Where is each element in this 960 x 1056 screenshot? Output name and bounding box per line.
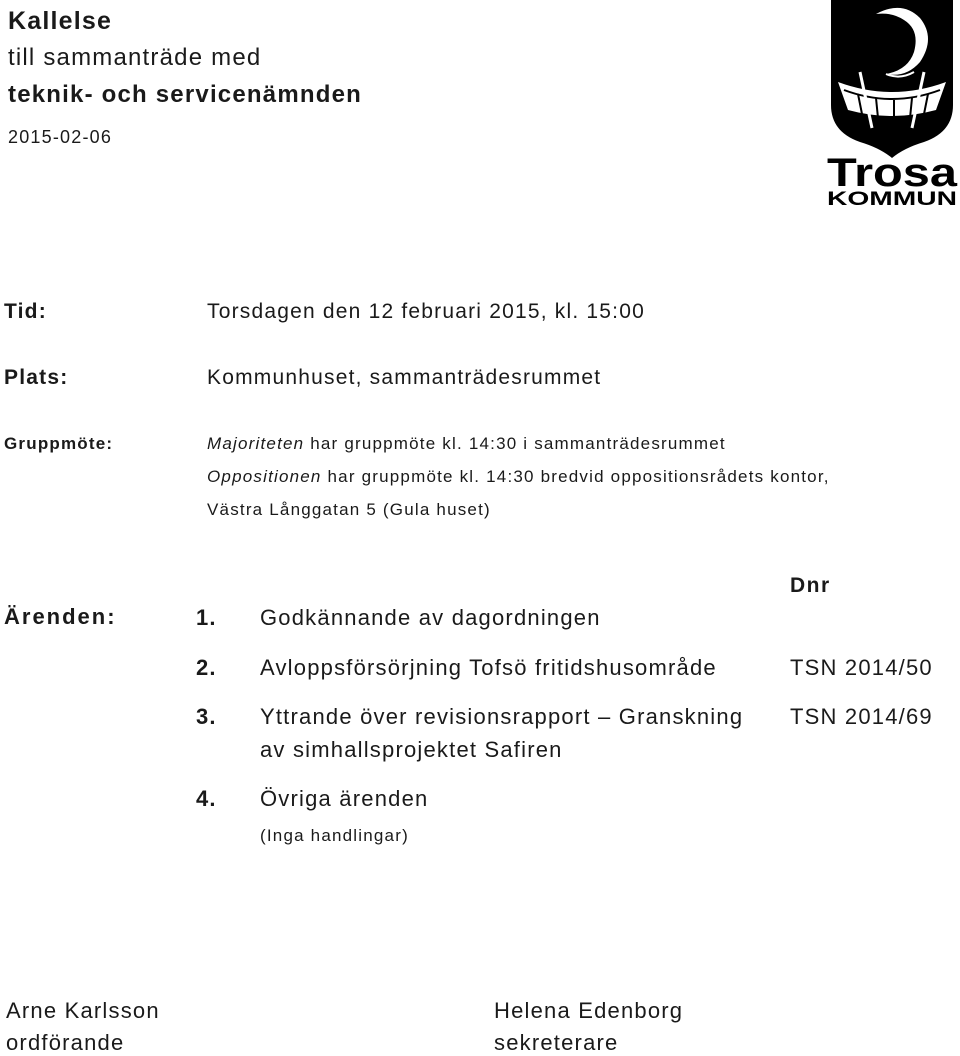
agenda-item-note: (Inga handlingar)	[260, 826, 409, 845]
agenda-item-title: Övriga ärenden	[260, 786, 429, 811]
signatory-name: Helena Edenborg	[494, 998, 684, 1023]
signatory-role: ordförande	[6, 1030, 125, 1055]
trosa-kommun-logo	[824, 0, 960, 210]
group-meeting-text: har gruppmöte kl. 14:30 bredvid oppositionsrådets kontor,	[321, 467, 830, 486]
document-subtitle: till sammanträde med	[8, 44, 262, 71]
agenda-item-number: 1.	[196, 605, 217, 630]
agenda-item-dnr: TSN 2014/50	[790, 655, 933, 680]
agenda-item-number: 4.	[196, 786, 217, 811]
time-value: Torsdagen den 12 februari 2015, kl. 15:00	[207, 300, 645, 323]
agenda-item-title: Avloppsförsörjning Tofsö fritidshusområde	[260, 655, 717, 680]
time-label: Tid:	[4, 300, 47, 323]
document-date: 2015-02-06	[8, 127, 113, 147]
place-label: Plats:	[4, 366, 69, 389]
logo-wordmark: Trosa	[827, 151, 958, 195]
committee-name: teknik- och servicenämnden	[8, 81, 362, 108]
coat-of-arms-icon	[831, 0, 953, 158]
group-party-name: Majoriteten	[207, 434, 305, 453]
agenda-item-dnr: TSN 2014/69	[790, 704, 933, 729]
agenda-item-title: Yttrande över revisionsrapport – Granskning	[260, 704, 744, 729]
agenda-item-number: 2.	[196, 655, 217, 680]
agenda-item-title-continued: av simhallsprojektet Safiren	[260, 737, 563, 762]
logo-subtitle: KOMMUN	[827, 189, 957, 210]
agenda-label: Ärenden:	[4, 604, 117, 629]
signatory-name: Arne Karlsson	[6, 998, 160, 1023]
agenda-item-number: 3.	[196, 704, 217, 729]
group-meeting-line	[207, 500, 491, 520]
agenda-item-title: Godkännande av dagordningen	[260, 605, 601, 630]
group-meeting-line	[207, 434, 726, 454]
signatory-role: sekreterare	[494, 1030, 619, 1055]
group-party-name: Oppositionen	[207, 467, 322, 486]
dnr-column-header: Dnr	[790, 574, 831, 597]
group-meeting-text: Västra Långgatan 5 (Gula huset)	[207, 500, 491, 519]
group-meeting-line	[207, 467, 830, 487]
group-meeting-label: Gruppmöte:	[4, 434, 114, 453]
document-title: Kallelse	[8, 7, 113, 35]
place-value: Kommunhuset, sammanträdesrummet	[207, 366, 602, 389]
group-meeting-text: har gruppmöte kl. 14:30 i sammanträdesrummet	[304, 434, 726, 453]
